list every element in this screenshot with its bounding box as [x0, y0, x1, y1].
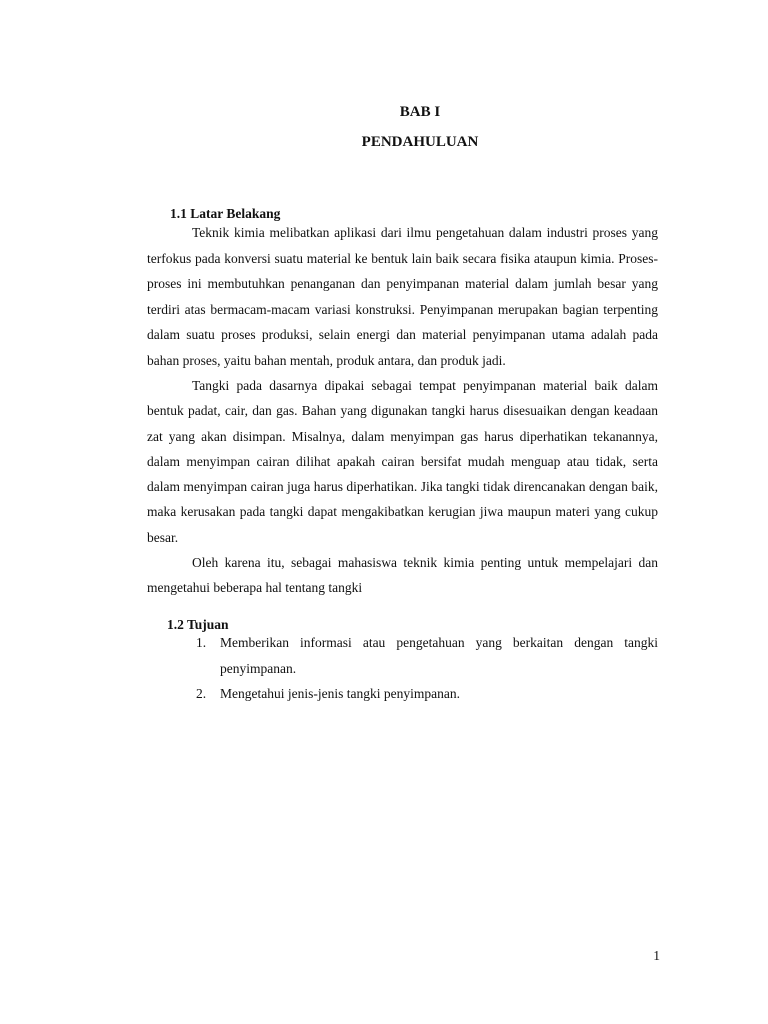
page-number: 1 — [653, 948, 660, 963]
paragraph-3: Oleh karena itu, sebagai mahasiswa teknik kimia penting untuk mempelajari dan mengetahui beberapa hal tentang tangki — [147, 555, 658, 596]
section-heading-tujuan: 1.2 Tujuan — [167, 617, 229, 632]
tujuan-list — [196, 630, 658, 707]
section-heading-latar-belakang: 1.1 Latar Belakang — [170, 206, 281, 221]
list-item — [196, 630, 658, 681]
chapter-number: BAB I — [399, 104, 441, 120]
list-item-number: 2. — [196, 686, 207, 701]
chapter-title: PENDAHULUAN — [361, 134, 479, 150]
section-body-latar-belakang — [147, 220, 658, 600]
list-item-text: Mengetahui jenis-jenis tangki penyimpanan. — [220, 686, 460, 701]
list-item — [196, 681, 658, 707]
list-item-text: Memberikan informasi atau pengetahuan yang berkaitan dengan tangki penyimpanan. — [220, 635, 658, 676]
paragraph-2: Tangki pada dasarnya dipakai sebagai tempat penyimpanan material baik dalam bentuk padat, cair, dan gas. Bahan yang digunakan tangki harus disesuaikan dengan keadaan zat yang akan disimpan. Misalnya, dalam menyimpan gas harus diperhatikan tekanannya, dalam menyimpan cairan dilihat apakah cairan bersifat mudah menguap atau tidak, serta dalam menyimpan cairan juga harus diperhatikan. Jika tangki tidak direncanakan dengan baik, maka kerusakan pada tangki dapat mengakibatkan kerugian jiwa maupun materi yang cukup besar. — [147, 378, 658, 545]
paragraph-1: Teknik kimia melibatkan aplikasi dari ilmu pengetahuan dalam industri proses yang terfokus pada konversi suatu material ke bentuk lain baik secara fisika ataupun kimia. Proses-proses ini membutuhkan penanganan dan penyimpanan material dalam jumlah besar yang terdiri atas bermacam-macam variasi konstruksi. Penyimpanan merupakan bagian terpenting dalam suatu proses produksi, selain energi dan material penyimpanan utama adalah pada bahan proses, yaitu bahan mentah, produk antara, dan produk jadi. — [147, 225, 658, 368]
list-item-number: 1. — [196, 635, 207, 650]
